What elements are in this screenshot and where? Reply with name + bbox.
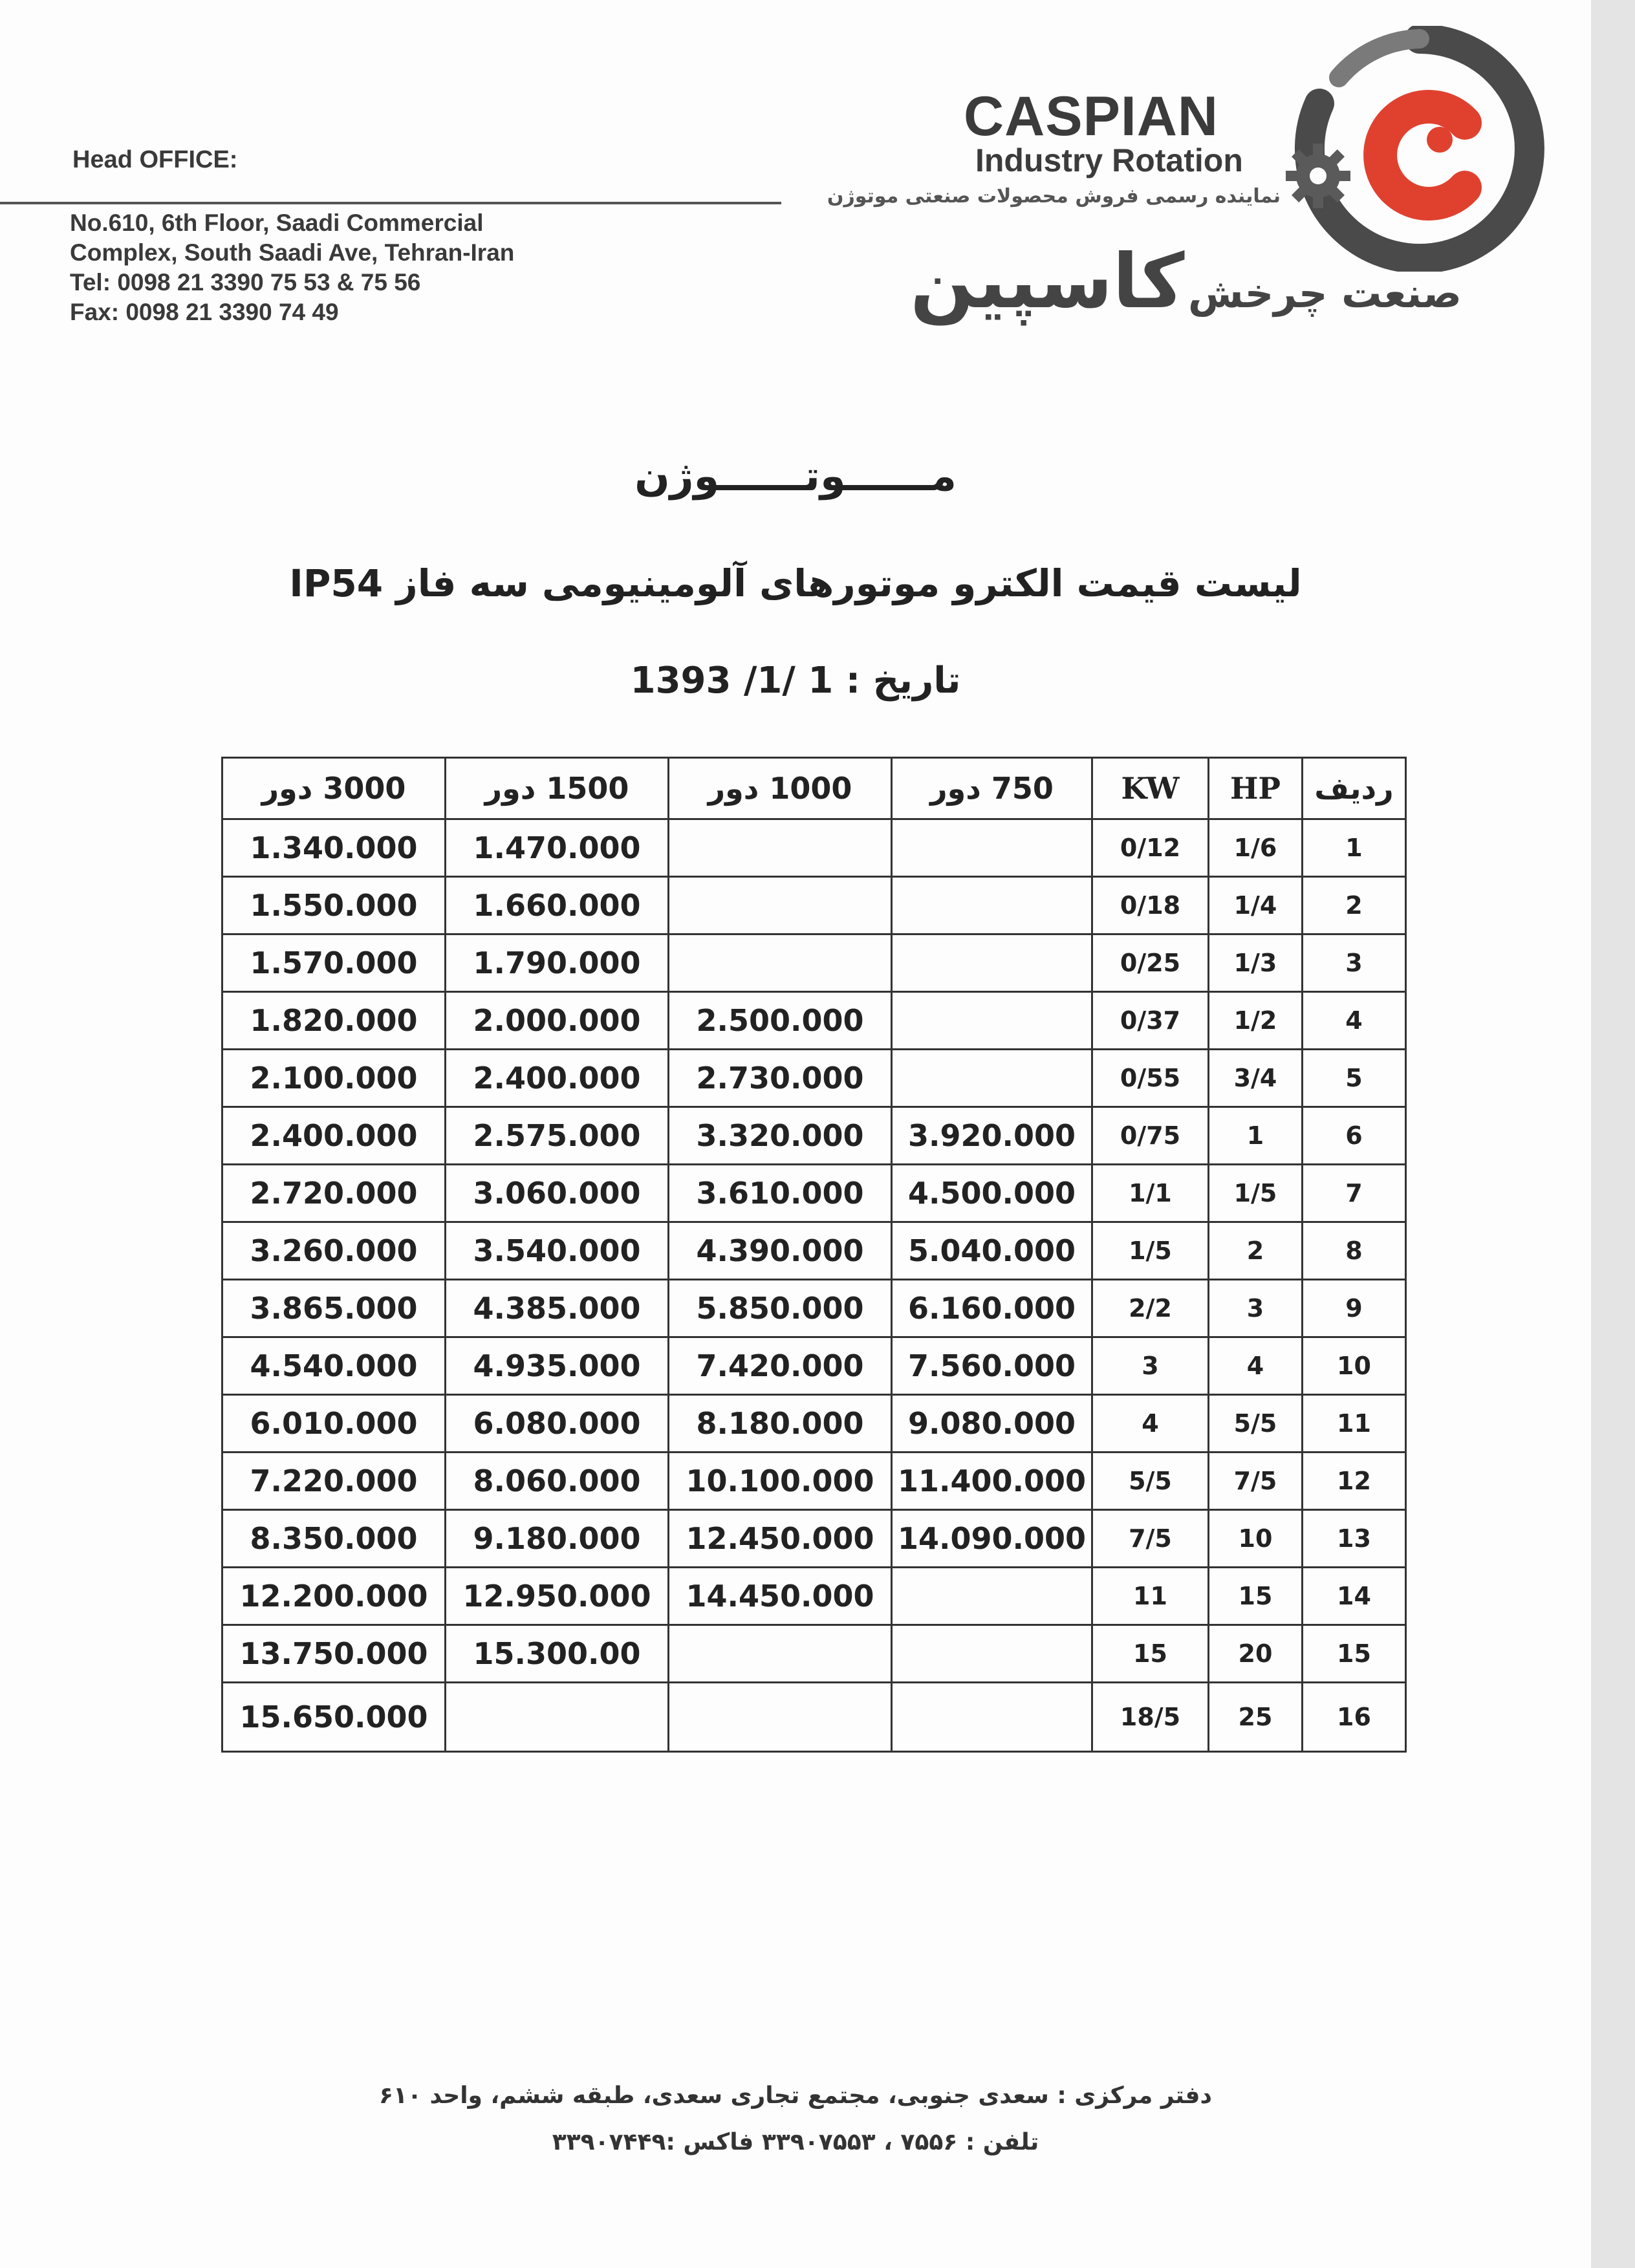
cell-rpm-3000: 8.350.000 — [222, 1510, 446, 1568]
cell-rpm-1500: 4.385.000 — [446, 1280, 669, 1337]
cell-rpm-1500: 6.080.000 — [446, 1395, 669, 1453]
cell-rpm-1000: 14.450.000 — [669, 1568, 892, 1625]
cell-rpm-3000: 1.550.000 — [222, 877, 446, 934]
cell-rpm-750: 14.090.000 — [892, 1510, 1092, 1568]
header-row-number: ردیف — [1303, 758, 1406, 819]
cell-rpm-3000: 4.540.000 — [222, 1337, 446, 1395]
cell-kw: 0/12 — [1092, 819, 1209, 877]
cell-hp: 10 — [1209, 1510, 1303, 1568]
cell-hp: 5/5 — [1209, 1395, 1303, 1453]
header-1000-rpm: 1000 دور — [669, 758, 892, 819]
brand-subtitle: Industry Rotation — [975, 142, 1243, 178]
cell-rpm-1000 — [669, 1683, 892, 1752]
caspian-logo-icon — [1281, 26, 1559, 272]
cell-kw: 7/5 — [1092, 1510, 1209, 1568]
table-body — [222, 819, 1406, 1752]
cell-rpm-750: 4.500.000 — [892, 1165, 1092, 1222]
cell-rpm-1000: 2.730.000 — [669, 1050, 892, 1107]
cell-rpm-3000: 6.010.000 — [222, 1395, 446, 1453]
cell-rpm-750: 5.040.000 — [892, 1222, 1092, 1280]
cell-rpm-3000: 1.820.000 — [222, 992, 446, 1050]
cell-row: 14 — [1303, 1568, 1406, 1625]
cell-rpm-1000: 3.320.000 — [669, 1107, 892, 1165]
cell-rpm-1500: 3.060.000 — [446, 1165, 669, 1222]
cell-kw: 2/2 — [1092, 1280, 1209, 1337]
cell-rpm-3000: 1.570.000 — [222, 934, 446, 992]
footer-address: دفتر مرکزی : سعدی جنوبی، مجتمع تجاری سعدی، طبقه ششم، واحد ۶۱۰ — [379, 2082, 1212, 2109]
cell-rpm-1500: 3.540.000 — [446, 1222, 669, 1280]
cell-rpm-1000: 12.450.000 — [669, 1510, 892, 1568]
header-divider — [0, 202, 781, 204]
cell-row: 15 — [1303, 1625, 1406, 1683]
cell-row: 6 — [1303, 1107, 1406, 1165]
cell-rpm-1500: 9.180.000 — [446, 1510, 669, 1568]
cell-rpm-750 — [892, 1050, 1092, 1107]
cell-rpm-750: 9.080.000 — [892, 1395, 1092, 1453]
cell-kw: 15 — [1092, 1625, 1209, 1683]
cell-row: 8 — [1303, 1222, 1406, 1280]
cell-rpm-3000: 3.865.000 — [222, 1280, 446, 1337]
cell-kw: 1/5 — [1092, 1222, 1209, 1280]
cell-row: 1 — [1303, 819, 1406, 877]
cell-rpm-1000 — [669, 819, 892, 877]
cell-rpm-1000 — [669, 1625, 892, 1683]
cell-kw: 4 — [1092, 1395, 1209, 1453]
cell-kw: 11 — [1092, 1568, 1209, 1625]
table-row — [222, 1683, 1406, 1752]
cell-hp: 25 — [1209, 1683, 1303, 1752]
cell-hp: 1/3 — [1209, 934, 1303, 992]
cell-hp: 1/2 — [1209, 992, 1303, 1050]
cell-row: 9 — [1303, 1280, 1406, 1337]
cell-rpm-3000: 2.720.000 — [222, 1165, 446, 1222]
cell-row: 12 — [1303, 1453, 1406, 1510]
cell-rpm-750 — [892, 1683, 1092, 1752]
table-row — [222, 877, 1406, 934]
cell-rpm-1000 — [669, 934, 892, 992]
cell-hp: 3 — [1209, 1280, 1303, 1337]
fax-line: Fax: 0098 21 3390 74 49 — [70, 299, 339, 325]
cell-kw: 1/1 — [1092, 1165, 1209, 1222]
cell-row: 2 — [1303, 877, 1406, 934]
cell-hp: 1/5 — [1209, 1165, 1303, 1222]
table-row — [222, 1395, 1406, 1453]
cell-rpm-1500: 2.400.000 — [446, 1050, 669, 1107]
cell-rpm-1500: 2.000.000 — [446, 992, 669, 1050]
table-row — [222, 1050, 1406, 1107]
cell-rpm-1500: 1.660.000 — [446, 877, 669, 934]
cell-rpm-1500: 1.470.000 — [446, 819, 669, 877]
cell-row: 16 — [1303, 1683, 1406, 1752]
table-row — [222, 1280, 1406, 1337]
cell-rpm-750 — [892, 819, 1092, 877]
cell-row: 11 — [1303, 1395, 1406, 1453]
table-row — [222, 992, 1406, 1050]
cell-rpm-750 — [892, 1568, 1092, 1625]
cell-rpm-1500: 15.300.00 — [446, 1625, 669, 1683]
cell-rpm-750: 3.920.000 — [892, 1107, 1092, 1165]
cell-hp: 1/4 — [1209, 877, 1303, 934]
price-list-date: تاریخ : 1 /1/ 1393 — [630, 660, 961, 702]
cell-kw: 5/5 — [1092, 1453, 1209, 1510]
table-row — [222, 1510, 1406, 1568]
cell-kw: 0/37 — [1092, 992, 1209, 1050]
cell-rpm-750: 11.400.000 — [892, 1453, 1092, 1510]
header-kw: KW — [1092, 758, 1209, 819]
cell-row: 13 — [1303, 1510, 1406, 1568]
cell-kw: 0/25 — [1092, 934, 1209, 992]
cell-hp: 1 — [1209, 1107, 1303, 1165]
address-line: No.610, 6th Floor, Saadi Commercial — [70, 210, 484, 236]
cell-hp: 15 — [1209, 1568, 1303, 1625]
cell-rpm-1000: 2.500.000 — [669, 992, 892, 1050]
table-row — [222, 1568, 1406, 1625]
table-row — [222, 819, 1406, 877]
cell-rpm-3000: 2.100.000 — [222, 1050, 446, 1107]
cell-rpm-750: 7.560.000 — [892, 1337, 1092, 1395]
persian-brand-name: کاسپین — [910, 238, 1185, 325]
motogen-title: مــــــوتــــــوژن — [634, 453, 957, 501]
head-office-label: Head OFFICE: — [72, 146, 238, 173]
price-table — [221, 757, 1407, 1753]
cell-rpm-1000: 10.100.000 — [669, 1453, 892, 1510]
header-3000-rpm: 3000 دور — [222, 758, 446, 819]
cell-row: 10 — [1303, 1337, 1406, 1395]
cell-hp: 1/6 — [1209, 819, 1303, 877]
phone-line: Tel: 0098 21 3390 75 53 & 75 56 — [70, 269, 421, 296]
office-address — [70, 208, 514, 327]
cell-rpm-1000: 7.420.000 — [669, 1337, 892, 1395]
table-row — [222, 1222, 1406, 1280]
cell-kw: 18/5 — [1092, 1683, 1209, 1752]
cell-hp: 4 — [1209, 1337, 1303, 1395]
cell-rpm-1000: 3.610.000 — [669, 1165, 892, 1222]
footer-phones: تلفن : ۷۵۵۶ ، ۳۳۹۰۷۵۵۳ فاکس :۳۳۹۰۷۴۴۹ — [552, 2129, 1039, 2155]
header-750-rpm: 750 دور — [892, 758, 1092, 819]
table-row — [222, 1165, 1406, 1222]
cell-rpm-750 — [892, 992, 1092, 1050]
cell-rpm-1000: 5.850.000 — [669, 1280, 892, 1337]
table-header-row — [222, 758, 1406, 819]
scan-edge — [1591, 0, 1635, 2268]
cell-hp: 2 — [1209, 1222, 1303, 1280]
cell-kw: 3 — [1092, 1337, 1209, 1395]
cell-rpm-1500: 8.060.000 — [446, 1453, 669, 1510]
cell-rpm-3000: 3.260.000 — [222, 1222, 446, 1280]
table-row — [222, 1625, 1406, 1683]
cell-kw: 0/75 — [1092, 1107, 1209, 1165]
cell-rpm-1000: 8.180.000 — [669, 1395, 892, 1453]
cell-rpm-1500: 4.935.000 — [446, 1337, 669, 1395]
cell-rpm-3000: 2.400.000 — [222, 1107, 446, 1165]
table-row — [222, 934, 1406, 992]
cell-rpm-1000: 4.390.000 — [669, 1222, 892, 1280]
cell-rpm-3000: 15.650.000 — [222, 1683, 446, 1752]
cell-rpm-750 — [892, 877, 1092, 934]
table-row — [222, 1453, 1406, 1510]
cell-rpm-3000: 1.340.000 — [222, 819, 446, 877]
cell-row: 7 — [1303, 1165, 1406, 1222]
cell-rpm-3000: 7.220.000 — [222, 1453, 446, 1510]
address-line: Complex, South Saadi Ave, Tehran-Iran — [70, 239, 515, 266]
header-1500-rpm: 1500 دور — [446, 758, 669, 819]
cell-rpm-750: 6.160.000 — [892, 1280, 1092, 1337]
cell-row: 5 — [1303, 1050, 1406, 1107]
persian-brand-prefix: صنعت چرخش — [1187, 270, 1462, 317]
header-hp: HP — [1209, 758, 1303, 819]
cell-rpm-750 — [892, 1625, 1092, 1683]
representative-line: نماینده رسمی فروش محصولات صنعتی موتوژن — [827, 185, 1281, 208]
cell-rpm-1500: 2.575.000 — [446, 1107, 669, 1165]
table-row — [222, 1337, 1406, 1395]
table-row — [222, 1107, 1406, 1165]
cell-rpm-1500: 1.790.000 — [446, 934, 669, 992]
cell-hp: 3/4 — [1209, 1050, 1303, 1107]
cell-rpm-1500 — [446, 1683, 669, 1752]
cell-kw: 0/18 — [1092, 877, 1209, 934]
cell-rpm-3000: 12.200.000 — [222, 1568, 446, 1625]
cell-rpm-1000 — [669, 877, 892, 934]
cell-hp: 7/5 — [1209, 1453, 1303, 1510]
brand-block — [964, 85, 1268, 178]
cell-rpm-750 — [892, 934, 1092, 992]
brand-name: CASPIAN — [964, 85, 1219, 147]
cell-row: 4 — [1303, 992, 1406, 1050]
cell-kw: 0/55 — [1092, 1050, 1209, 1107]
cell-rpm-3000: 13.750.000 — [222, 1625, 446, 1683]
cell-hp: 20 — [1209, 1625, 1303, 1683]
cell-row: 3 — [1303, 934, 1406, 992]
price-list-title: لیست قیمت الکترو موتورهای آلومینیومی سه فاز IP54 — [289, 561, 1302, 605]
cell-rpm-1500: 12.950.000 — [446, 1568, 669, 1625]
